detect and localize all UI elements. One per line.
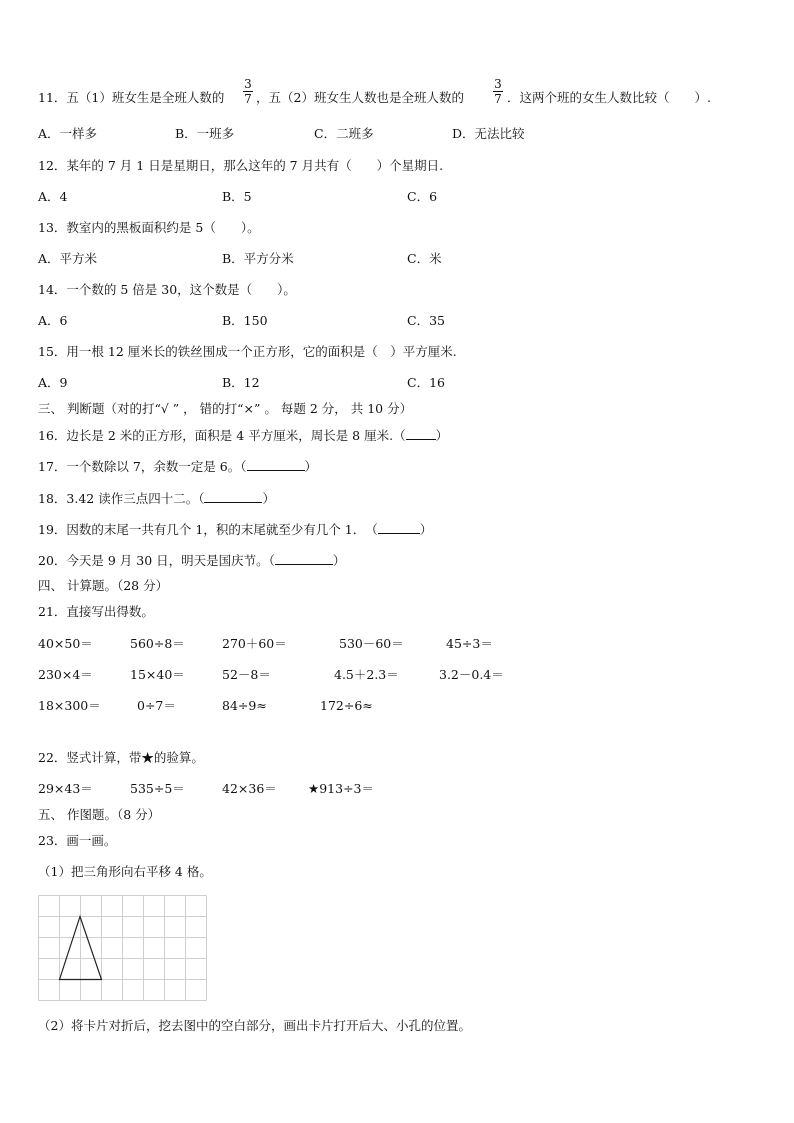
calc-item: 560÷8＝ <box>130 636 185 651</box>
calc-item: 52－8＝ <box>222 667 271 682</box>
q13-text: 13．教室内的黑板面积约是 5（ ）。 <box>38 220 260 235</box>
q11-fraction-2 <box>493 78 503 105</box>
q18-text: 18．3.42 读作三点四十二。（ <box>38 491 205 506</box>
calc-item: 4.5＋2.3＝ <box>334 667 399 682</box>
calc-item: 230×4＝ <box>38 667 93 682</box>
q19-line <box>38 521 432 538</box>
q17-close: ） <box>304 459 318 474</box>
q23-text: 23．画一画。 <box>38 833 117 848</box>
q16-close: ） <box>435 428 449 443</box>
triangle-grid-figure <box>38 895 208 1003</box>
calc-item: ★913÷3＝ <box>308 781 374 796</box>
q23-sub1: （1）把三角形向右平移 4 格。 <box>38 864 212 879</box>
q11-option-b[interactable]: B．一班多 <box>175 126 235 141</box>
q11-fraction-1 <box>243 78 253 105</box>
q17-text: 17．一个数除以 7，余数一定是 6。（ <box>38 459 247 474</box>
q11-part3: ．这两个班的女生人数比较（ ）. <box>507 90 711 105</box>
q15-option-b[interactable]: B．12 <box>222 375 260 390</box>
calc-item: 15×40＝ <box>130 667 185 682</box>
q11-option-c[interactable]: C．二班多 <box>314 126 374 141</box>
q15-option-a[interactable]: A．9 <box>38 375 68 390</box>
q23-sub2: （2）将卡片对折后，挖去图中的空白部分，画出卡片打开后大、小孔的位置。 <box>38 1018 471 1033</box>
q16-text: 16．边长是 2 米的正方形，面积是 4 平方厘米，周长是 8 厘米.（ <box>38 428 406 443</box>
calc-item: 45÷3＝ <box>446 636 493 651</box>
q22-text: 22．竖式计算，带★的验算。 <box>38 750 204 765</box>
fraction-numerator: 3 <box>494 77 502 91</box>
calc-item: 0÷7＝ <box>137 698 176 713</box>
q18-line <box>38 490 275 507</box>
calc-item: 84÷9≈ <box>222 698 267 713</box>
answer-blank[interactable] <box>247 458 305 471</box>
calc-item: 18×300＝ <box>38 698 101 713</box>
q18-close: ） <box>262 491 275 506</box>
calc-item: 42×36＝ <box>222 781 277 796</box>
section-3-heading: 三、 判断题（对的打“√ ” ， 错的打“×” 。 每题 2 分， 共 10 分） <box>38 401 413 416</box>
q20-close: ） <box>332 553 346 568</box>
calc-item: 29×43＝ <box>38 781 93 796</box>
grid-lines <box>39 896 207 1001</box>
fraction-denominator: 7 <box>244 92 252 106</box>
q14-option-c[interactable]: C．35 <box>407 313 445 328</box>
q16-line <box>38 427 448 444</box>
fraction-denominator: 7 <box>494 92 502 106</box>
answer-blank[interactable] <box>378 521 420 534</box>
section-5-heading: 五、 作图题。（8 分） <box>38 807 161 822</box>
answer-blank[interactable] <box>406 427 436 440</box>
answer-blank[interactable] <box>204 490 262 503</box>
q13-option-a[interactable]: A．平方米 <box>38 251 98 266</box>
q19-text: 19．因数的末尾一共有几个 1，积的末尾就至少有几个 1． （ <box>38 522 378 537</box>
q11-part2: ，五（2）班女生人数也是全班人数的 <box>256 90 464 105</box>
q21-text: 21．直接写出得数。 <box>38 604 154 619</box>
q17-line <box>38 458 317 475</box>
calc-item: 172÷6≈ <box>320 698 373 713</box>
q15-option-c[interactable]: C．16 <box>407 375 445 390</box>
q11-part1: 11．五（1）班女生是全班人数的 <box>38 90 225 105</box>
q13-option-b[interactable]: B．平方分米 <box>222 251 294 266</box>
q20-text: 20．今天是 9 月 30 日，明天是国庆节。（ <box>38 553 275 568</box>
q12-option-a[interactable]: A．4 <box>38 189 68 204</box>
q12-text: 12．某年的 7 月 1 日是星期日，那么这年的 7 月共有（ ）个星期日. <box>38 158 444 173</box>
q12-option-b[interactable]: B．5 <box>222 189 252 204</box>
section-4-heading: 四、 计算题。（28 分） <box>38 578 169 593</box>
q11-option-d[interactable]: D．无法比较 <box>452 126 525 141</box>
calc-item: 40×50＝ <box>38 636 93 651</box>
q11-option-a[interactable]: A．一样多 <box>38 126 98 141</box>
q19-close: ） <box>419 522 433 537</box>
fraction-numerator: 3 <box>244 77 252 91</box>
q20-line <box>38 552 345 569</box>
q14-option-b[interactable]: B．150 <box>222 313 268 328</box>
answer-blank[interactable] <box>275 552 333 565</box>
q15-text: 15．用一根 12 厘米长的铁丝围成一个正方形，它的面积是（ ）平方厘米. <box>38 344 457 359</box>
calc-item: 535÷5＝ <box>130 781 185 796</box>
q13-option-c[interactable]: C．米 <box>407 251 442 266</box>
calc-item: 270＋60＝ <box>222 636 287 651</box>
q14-option-a[interactable]: A．6 <box>38 313 68 328</box>
calc-item: 3.2－0.4＝ <box>439 667 504 682</box>
q12-option-c[interactable]: C．6 <box>407 189 438 204</box>
q14-text: 14．一个数的 5 倍是 30，这个数是（ ）。 <box>38 282 296 297</box>
calc-item: 530－60＝ <box>339 636 404 651</box>
